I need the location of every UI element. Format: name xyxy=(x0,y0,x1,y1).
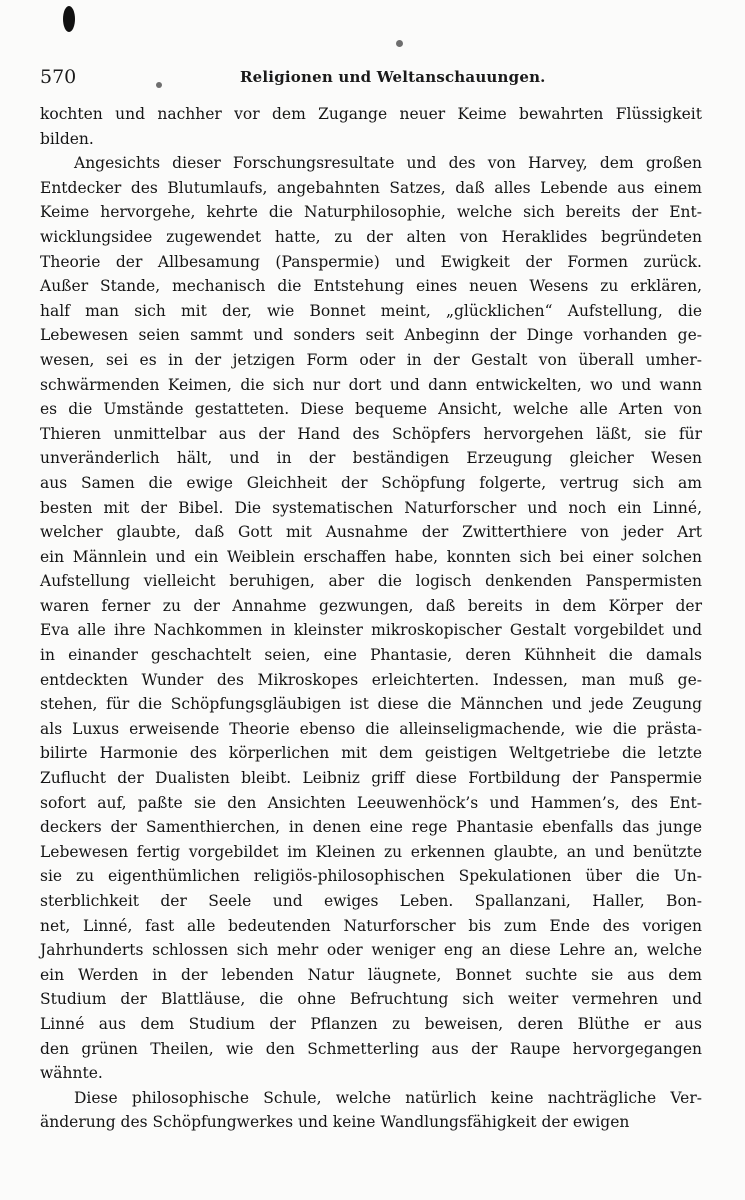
text-line: sterblichkeit der Seele und ewiges Leben. Spallanzani, Haller, Bon- xyxy=(40,892,702,910)
text-line: kochten und nachher vor dem Zugange neuer Keime bewahrten Flüssigkeit xyxy=(40,105,702,123)
text-line: waren ferner zu der Annahme gezwungen, daß bereits in dem Körper der xyxy=(40,596,702,615)
text-line: änderung des Schöpfungwerkes und keine Wandlungsfähigkeit der ewigen xyxy=(40,1113,630,1132)
text-line: Lebewesen fertig vorgebildet im Kleinen zu erkennen glaubte, an und benützte xyxy=(40,842,702,861)
text-line: Entdecker des Blutumlaufs, angebahnten Satzes, daß alles Lebende aus einem xyxy=(40,178,702,197)
text-line: deckers der Samenthierchen, in denen eine rege Phantasie ebenfalls das junge xyxy=(40,818,702,837)
text-line: entdeckten Wunder des Mikroskopes erleichterten. Indessen, man muß ge- xyxy=(40,670,702,689)
text-line: wesen, sei es in der jetzigen Form oder in der Gestalt von überall umher- xyxy=(40,350,702,369)
text-line: sie zu eigenthümlichen religiös-philosophischen Spekulationen über die Un- xyxy=(40,867,702,886)
text-line: half man sich mit der, wie Bonnet meint, „glücklichen“ Aufstellung, die xyxy=(40,301,702,320)
text-line: Angesichts dieser Forschungsresultate und des von Harvey, dem großen xyxy=(74,154,702,173)
paragraph xyxy=(40,102,702,151)
text-line: Außer Stande, mechanisch die Entstehung eines neuen Wesens zu erklären, xyxy=(40,277,702,296)
text-line: wähnte. xyxy=(40,1064,103,1083)
text-line: Linné aus dem Studium der Pflanzen zu beweisen, deren Blüthe er aus xyxy=(40,1014,702,1033)
text-line: Jahrhunderts schlossen sich mehr oder weniger eng an diese Lehre an, welche xyxy=(40,941,702,960)
text-line: es die Umstände gestatteten. Diese bequeme Ansicht, welche alle Arten von xyxy=(40,400,702,419)
ink-speck xyxy=(396,40,403,47)
page-header xyxy=(40,66,700,96)
running-head: Religionen und Weltanschauungen. xyxy=(240,68,546,86)
text-line: Aufstellung vielleicht beruhigen, aber die logisch denkenden Panspermisten xyxy=(40,572,702,591)
text-line: welcher glaubte, daß Gott mit Ausnahme der Zwitterthiere von jeder Art xyxy=(40,523,702,542)
text-line: besten mit der Bibel. Die systematischen Naturforscher und noch ein Linné, xyxy=(40,498,702,517)
text-line: Theorie der Allbesamung (Panspermie) und Ewigkeit der Formen zurück. xyxy=(40,252,702,271)
text-line: Eva alle ihre Nachkommen in kleinster mikroskopischer Gestalt vorgebildet und xyxy=(40,621,702,640)
text-line: unveränderlich hält, und in der beständigen Erzeugung gleicher Wesen xyxy=(40,449,702,468)
text-line: ein Männlein und ein Weiblein erschaffen habe, konnten sich bei einer solchen xyxy=(40,547,702,566)
body-text xyxy=(40,102,702,1135)
text-line: ein Werden in der lebenden Natur läugnete, Bonnet suchte sie aus dem xyxy=(40,965,702,984)
ink-blot xyxy=(63,6,75,32)
text-line: Thieren unmittelbar aus der Hand des Schöpfers hervorgehen läßt, sie für xyxy=(40,424,702,443)
text-line: stehen, für die Schöpfungsgläubigen ist diese die Männchen und jede Zeugung xyxy=(40,695,702,714)
text-line: in einander geschachtelt seien, eine Phantasie, deren Kühnheit die damals xyxy=(40,646,702,665)
text-line: den grünen Theilen, wie den Schmetterling aus der Raupe hervorgegangen xyxy=(40,1039,702,1058)
paragraph xyxy=(40,1086,702,1135)
text-line: Zuflucht der Dualisten bleibt. Leibniz griff diese Fortbildung der Panspermie xyxy=(40,769,702,788)
text-line: net, Linné, fast alle bedeutenden Naturforscher bis zum Ende des vorigen xyxy=(40,916,702,935)
text-line: sofort auf, paßte sie den Ansichten Leeuwenhöck’s und Hammen’s, des Ent- xyxy=(40,793,702,812)
page-number: 570 xyxy=(40,66,77,88)
text-line: aus Samen die ewige Gleichheit der Schöpfung folgerte, vertrug sich am xyxy=(40,473,702,492)
text-line: bilirte Harmonie des körperlichen mit dem geistigen Weltgetriebe die letzte xyxy=(40,744,702,763)
text-line: wicklungsidee zugewendet hatte, zu der alten von Heraklides begründeten xyxy=(40,227,702,246)
text-line: schwärmenden Keimen, die sich nur dort und dann entwickelten, wo und wann xyxy=(40,375,702,394)
text-line: Lebewesen seien sammt und sonders seit Anbeginn der Dinge vorhanden ge- xyxy=(40,326,702,345)
text-line: Diese philosophische Schule, welche natürlich keine nachträgliche Ver- xyxy=(74,1088,702,1107)
text-line: als Luxus erweisende Theorie ebenso die alleinseligmachende, wie die prästa- xyxy=(40,719,702,738)
text-line: Studium der Blattläuse, die ohne Befruchtung sich weiter vermehren und xyxy=(40,990,702,1009)
paragraph xyxy=(40,151,702,1086)
text-line: Keime hervorgehe, kehrte die Naturphilosophie, welche sich bereits der Ent- xyxy=(40,203,702,222)
text-line: bilden. xyxy=(40,129,94,148)
